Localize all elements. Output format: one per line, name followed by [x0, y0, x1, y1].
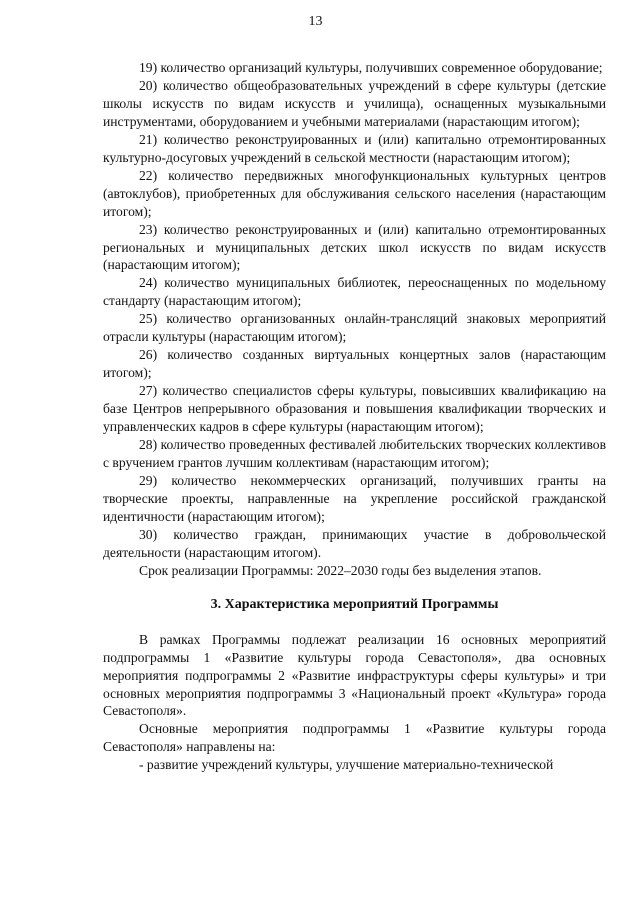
section-heading: 3. Характеристика мероприятий Программы [210, 596, 499, 612]
list-item-23: 23) количество реконструированных и (или) капитально отремонтированных региональных и муниципальных детских школ искусств по видам искусств (нарастающим итогом); [103, 221, 606, 273]
list-item-25: 25) количество организованных онлайн-трансляций знаковых мероприятий отрасли культуры (нарастающим итогом); [103, 311, 606, 345]
section-paragraph-3: - развитие учреждений культуры, улучшение материально-технической [139, 757, 554, 773]
list-item-20: 20) количество общеобразовательных учреждений в сфере культуры (детские школы искусств по видам искусств и училища), оснащенных музыкальными инструментами, оборудованием и учебными материалами (нарастающим итогом); [103, 77, 606, 129]
list-item-21: 21) количество реконструированных и (или) капитально отремонтированных культурно-досуговых учреждений в сельской местности (нарастающим итогом); [103, 131, 606, 165]
list-item-29: 29) количество некоммерческих организаций, получивших гранты на творческие проекты, направленные на укрепление российской гражданской идентичности (нарастающим итогом); [103, 472, 606, 524]
list-item-24: 24) количество муниципальных библиотек, переоснащенных по модельному стандарту (нарастающим итогом); [103, 275, 606, 309]
list-item-27: 27) количество специалистов сферы культуры, повысивших квалификацию на базе Центров непрерывного образования и повышения квалификации творческих и управленческих кадров в сфере культуры (нарастающим итогом); [103, 383, 606, 435]
document-body [103, 59, 606, 774]
list-item-28: 28) количество проведенных фестивалей любительских творческих коллективов с вручением грантов лучшим коллективам (нарастающим итогом); [103, 437, 606, 470]
section-paragraph-1: В рамках Программы подлежат реализации 16 основных мероприятий подпрограммы 1 «Развитие культуры города Севастополя», два основных мероприятия подпрограммы 2 «Развитие инфраструктуры сферы культуры» и три основных мероприятия подпрограммы 3 «Национальный проект «Культура» города Севастополя». [103, 631, 606, 719]
list-item-26: 26) количество созданных виртуальных концертных залов (нарастающим итогом); [103, 347, 606, 381]
list-item-19: 19) количество организаций культуры, получивших современное оборудование; [139, 60, 603, 75]
list-item-30: 30) количество граждан, принимающих участие в добровольческой деятельности (нарастающим итогом). [103, 526, 606, 560]
page-number: 13 [308, 14, 323, 29]
list-item-22: 22) количество передвижных многофункциональных культурных центров (автоклубов), приобретенных для обслуживания сельского населения (нарастающим итогом); [103, 167, 606, 219]
section-paragraph-2: Основные мероприятия подпрограммы 1 «Развитие культуры города Севастополя» направлены на: [103, 721, 606, 755]
program-term-paragraph: Срок реализации Программы: 2022–2030 годы без выделения этапов. [139, 562, 542, 578]
